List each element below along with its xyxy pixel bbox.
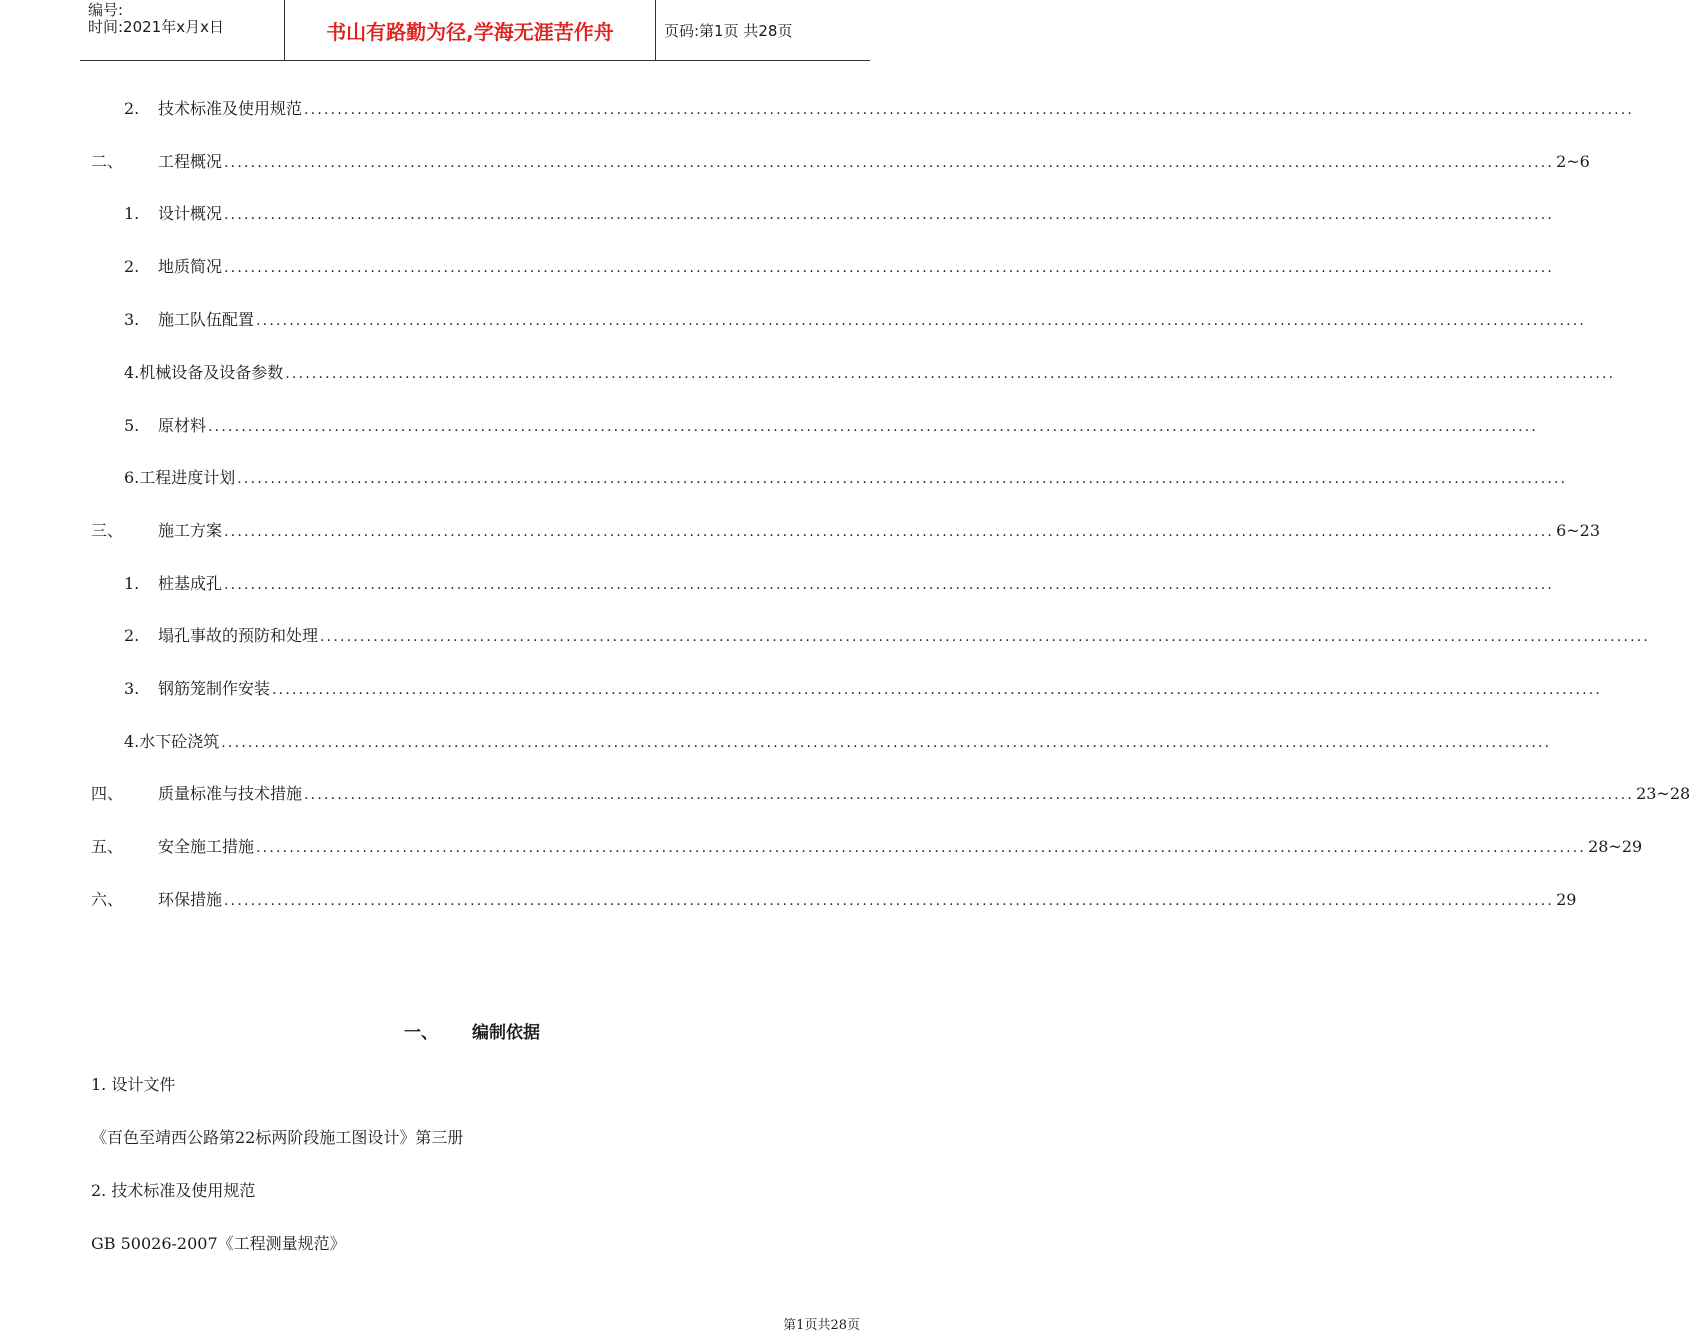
toc-entry-title: 桩基成孔 <box>158 574 223 593</box>
paragraph: 《百色至靖西公路第22标两阶段施工图设计》第三册 <box>91 1128 464 1147</box>
toc-leader-dots: ........................................................................................................................................................................................................ <box>224 893 1555 909</box>
toc-entry-number: 1. <box>124 574 140 593</box>
toc-leader-dots: ........................................................................................................................................................................................................ <box>224 524 1555 540</box>
toc-entry-title: 技术标准及使用规范 <box>158 99 303 118</box>
toc-entry-number: 2. <box>124 99 140 118</box>
toc-leader-dots: ........................................................................................................................................................................................................ <box>256 840 1587 856</box>
toc-entry-number: 4. <box>124 732 140 751</box>
toc-entry <box>91 781 1690 805</box>
toc-entry-title: 工程概况 <box>158 152 223 171</box>
toc-entry-page: 6~23 <box>1556 521 1601 540</box>
toc-leader-dots: ........................................................................................................................................................................................................ <box>224 155 1555 171</box>
toc-entry-number: 3. <box>124 679 140 698</box>
toc-entry-number: 五、 <box>91 837 124 856</box>
toc-entry-title: 地质简况 <box>158 257 223 276</box>
toc-leader-dots: ........................................................................................................................................................................................................ <box>208 419 1539 435</box>
header-page-info: 页码:第1页 共28页 <box>664 21 793 40</box>
paragraph: 1. 设计文件 <box>91 1075 176 1094</box>
toc-entry-page: 2~6 <box>1556 152 1590 171</box>
toc-entry-number: 四、 <box>91 784 124 803</box>
paragraph: 2. 技术标准及使用规范 <box>91 1181 256 1200</box>
toc-entry-number: 2. <box>124 257 140 276</box>
toc-entry-number: 2. <box>124 626 140 645</box>
toc-entry-page: 23~28 <box>1636 784 1690 803</box>
toc-entry <box>124 623 1651 647</box>
toc-entry-title: 钢筋笼制作安装 <box>158 679 271 698</box>
toc-entry-number: 1. <box>124 204 140 223</box>
section-title: 编制依据 <box>472 1023 540 1043</box>
toc-entry <box>124 413 1539 437</box>
toc-entry-page: 29 <box>1556 890 1577 909</box>
toc-entry-number: 4. <box>124 363 140 382</box>
toc-entry-title: 水下砼浇筑 <box>139 732 220 751</box>
toc-entry-title: 施工方案 <box>158 521 223 540</box>
toc-entry <box>124 201 1555 225</box>
toc-entry <box>91 149 1590 173</box>
toc-entry-number: 三、 <box>91 521 124 540</box>
toc-entry <box>124 254 1555 278</box>
toc-entry-number: 3. <box>124 310 140 329</box>
toc-entry-title: 原材料 <box>158 416 207 435</box>
page-header <box>80 0 870 61</box>
toc-leader-dots: ........................................................................................................................................................................................................ <box>272 682 1603 698</box>
toc-leader-dots: ........................................................................................................................................................................................................ <box>224 207 1555 223</box>
toc-entry-title: 环保措施 <box>158 890 223 909</box>
section-number: 一、 <box>404 1023 438 1043</box>
toc-leader-dots: ........................................................................................................................................................................................................ <box>256 313 1587 329</box>
header-number-label: 编号: <box>88 1 124 19</box>
toc-leader-dots: ........................................................................................................................................................................................................ <box>221 735 1552 751</box>
toc-leader-dots: ........................................................................................................................................................................................................ <box>224 577 1555 593</box>
toc-leader-dots: ........................................................................................................................................................................................................ <box>304 102 1635 118</box>
header-motto: 书山有路勤为径,学海无涯苦作舟 <box>284 0 656 60</box>
toc-entry <box>91 834 1643 858</box>
header-date-label: 时间:2021年x月x日 <box>88 18 224 36</box>
toc-entry-number: 二、 <box>91 152 124 171</box>
toc-entry-title: 质量标准与技术措施 <box>158 784 303 803</box>
toc-leader-dots: ........................................................................................................................................................................................................ <box>304 787 1635 803</box>
toc-leader-dots: ........................................................................................................................................................................................................ <box>285 366 1616 382</box>
toc-entry-title: 工程进度计划 <box>139 468 236 487</box>
toc-entry <box>124 96 1635 120</box>
header-meta <box>80 0 284 60</box>
toc-entry <box>124 360 1616 384</box>
toc-entry <box>124 307 1587 331</box>
toc-entry-title: 施工队伍配置 <box>158 310 255 329</box>
toc-entry-number: 六、 <box>91 890 124 909</box>
toc-entry <box>124 465 1568 489</box>
toc-entry-number: 6. <box>124 468 140 487</box>
section-heading <box>0 1018 950 1042</box>
toc-entry <box>124 571 1555 595</box>
toc-entry <box>124 676 1603 700</box>
toc-entry-page: 28~29 <box>1588 837 1643 856</box>
toc-leader-dots: ........................................................................................................................................................................................................ <box>320 629 1651 645</box>
toc-entry <box>91 887 1577 911</box>
toc-entry-title: 设计概况 <box>158 204 223 223</box>
toc-entry-title: 安全施工措施 <box>158 837 255 856</box>
toc-entry <box>91 518 1601 542</box>
toc-leader-dots: ........................................................................................................................................................................................................ <box>237 471 1568 487</box>
toc-entry-title: 机械设备及设备参数 <box>139 363 284 382</box>
toc-leader-dots: ........................................................................................................................................................................................................ <box>224 260 1555 276</box>
toc-entry-title: 塌孔事故的预防和处理 <box>158 626 319 645</box>
page-footer: 第1页共28页 <box>783 1318 860 1333</box>
toc-entry-number: 5. <box>124 416 140 435</box>
toc-entry <box>124 729 1552 753</box>
paragraph: GB 50026-2007《工程测量规范》 <box>91 1234 346 1253</box>
